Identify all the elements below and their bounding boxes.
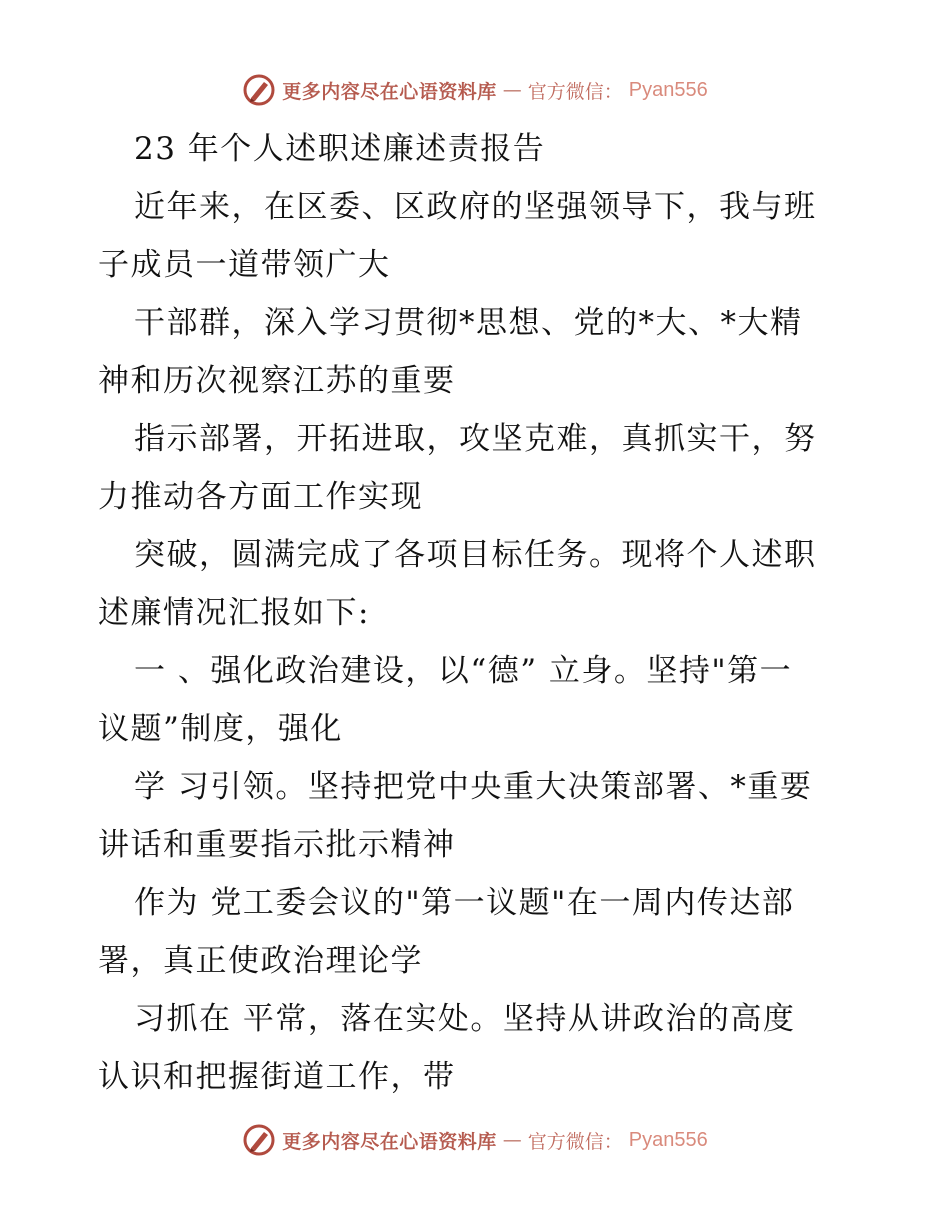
text-line: 神和历次视察江苏的重要 — [98, 363, 456, 399]
banner-text: 更多内容尽在心语资料库 — [282, 80, 497, 103]
text-line: 讲话和重要指示批示精神 — [98, 827, 456, 863]
text-line: 干部群，深入学习贯彻*思想、党的*大、*大精 — [134, 305, 803, 341]
text-line: 突破，圆满完成了各项目标任务。现将个人述职 — [134, 537, 817, 573]
text-line: 署，真正使政治理论学 — [98, 943, 423, 979]
text-line: 议题”制度，强化 — [98, 711, 343, 747]
text-line: 近年来，在区委、区政府的坚强领导下，我与班 — [134, 189, 817, 225]
text-line: 子成员一道带领广大 — [98, 247, 391, 283]
text-line: 作为 党工委会议的"第一议题"在一周内传达部 — [134, 885, 795, 921]
text-line: 学 习引领。坚持把党中央重大决策部署、*重要 — [134, 769, 813, 805]
banner-wechat-label: 官方微信： — [527, 80, 623, 103]
text-line: 指示部署，开拓进取，攻坚克难，真抓实干，努 — [134, 421, 817, 457]
banner-separator: — — [502, 1129, 522, 1151]
text-line: 述廉情况汇报如下: — [98, 595, 370, 631]
banner-separator: — — [502, 79, 522, 101]
banner-wechat-id: Pyan556 — [628, 1128, 708, 1151]
document-body — [98, 120, 858, 1106]
banner-text: 更多内容尽在心语资料库 — [282, 1130, 497, 1153]
header-watermark-banner — [0, 70, 950, 110]
pen-logo-icon — [242, 73, 276, 107]
document-title: 23 年个人述职述廉述责报告 — [134, 131, 546, 167]
text-line: 习抓在 平常，落在实处。坚持从讲政治的高度 — [134, 1001, 796, 1037]
banner-wechat-id: Pyan556 — [628, 78, 708, 101]
footer-watermark-banner — [0, 1120, 950, 1160]
banner-wechat-label: 官方微信： — [527, 1130, 623, 1153]
text-line: 力推动各方面工作实现 — [98, 479, 423, 515]
text-line: 认识和把握街道工作，带 — [98, 1059, 456, 1095]
section-heading-line: 一 、强化政治建设，以“德” 立身。坚持"第一 — [134, 653, 793, 689]
pen-logo-icon — [242, 1123, 276, 1157]
